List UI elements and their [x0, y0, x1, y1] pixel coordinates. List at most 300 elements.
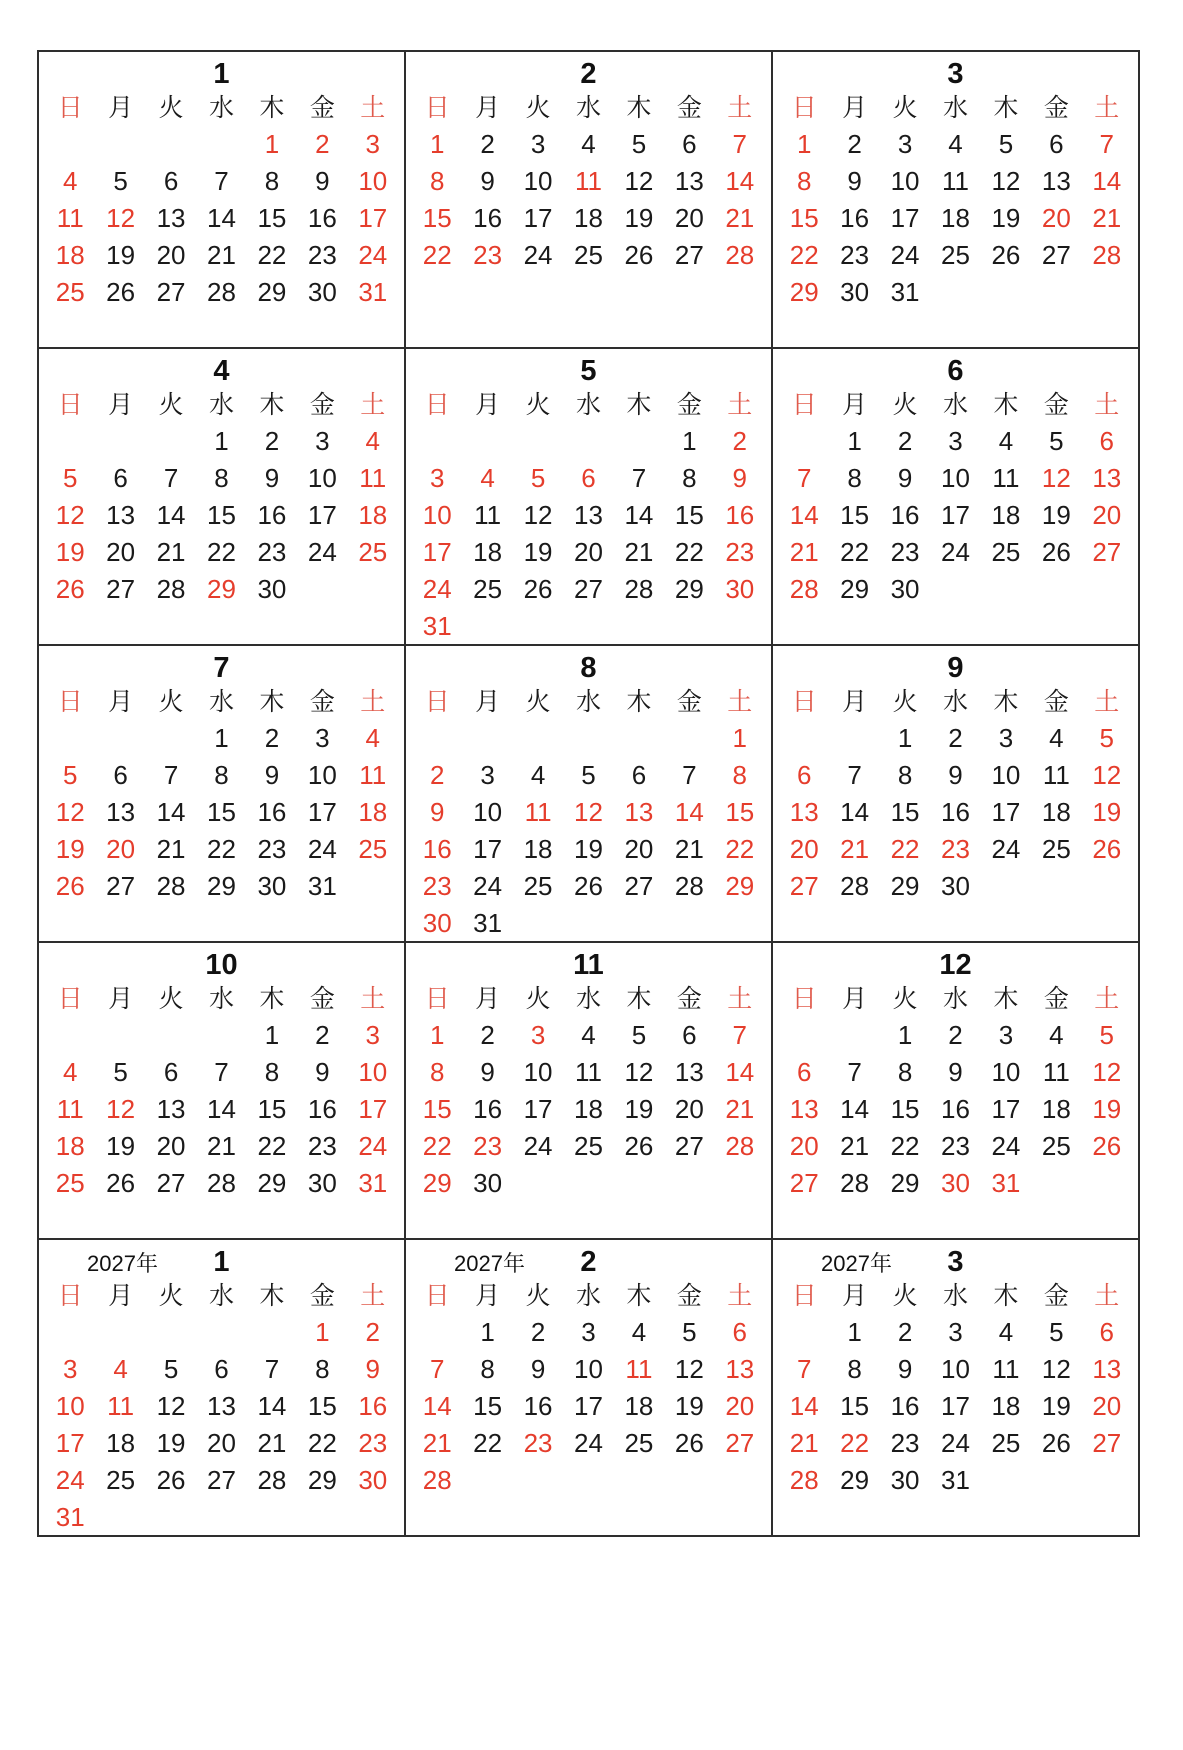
date-cell: 9 — [897, 463, 913, 493]
date-cell: 24 — [941, 537, 970, 567]
date-cell: 3 — [62, 1354, 78, 1384]
date-cell: 3 — [315, 723, 330, 753]
date-cell — [1082, 1499, 1132, 1536]
month-block-2027-3 — [773, 1240, 1140, 1537]
month-header — [773, 58, 1138, 90]
date-cell — [614, 720, 664, 757]
date-cell: 5 — [581, 760, 596, 790]
date-cell: 10 — [941, 463, 970, 493]
weekday-header: 火 — [892, 1282, 918, 1310]
date-cell — [95, 720, 145, 757]
date-cell: 15 — [840, 500, 870, 530]
date-cell: 24 — [358, 240, 388, 270]
date-cell: 8 — [897, 1057, 913, 1087]
weekday-header: 金 — [676, 688, 702, 716]
date-cell: 4 — [581, 1020, 596, 1050]
date-cell — [614, 1202, 664, 1239]
date-cell — [95, 423, 145, 460]
date-cell: 5 — [1099, 1020, 1114, 1050]
date-cell: 18 — [574, 1094, 603, 1124]
date-cell — [45, 311, 95, 348]
date-cell — [297, 571, 347, 608]
date-cell: 13 — [624, 797, 654, 827]
weekday-header: 土 — [360, 688, 386, 716]
date-cell: 12 — [991, 166, 1021, 196]
date-cell: 27 — [674, 240, 704, 270]
date-cell: 31 — [941, 1465, 970, 1495]
month-header — [406, 949, 771, 981]
date-cell — [829, 311, 879, 348]
weekday-header: 土 — [727, 391, 753, 419]
date-cell: 16 — [725, 500, 755, 530]
date-cell — [95, 608, 145, 645]
date-cell: 17 — [991, 797, 1021, 827]
date-cell: 18 — [55, 1131, 85, 1161]
weekday-header: 日 — [424, 94, 450, 122]
date-cell: 22 — [422, 240, 452, 270]
date-cell: 21 — [624, 537, 654, 567]
weekday-header: 土 — [1094, 94, 1120, 122]
date-cell: 1 — [429, 1020, 445, 1050]
date-cell: 5 — [113, 1057, 128, 1087]
date-cell: 2 — [732, 426, 747, 456]
date-cell — [462, 274, 512, 311]
month-block-2026-8 — [406, 646, 773, 943]
date-cell: 27 — [789, 871, 819, 901]
date-cell: 7 — [214, 1057, 229, 1087]
weekday-header: 水 — [942, 688, 968, 716]
date-cell: 10 — [523, 166, 553, 196]
date-cell: 15 — [890, 797, 920, 827]
date-cell: 11 — [1042, 760, 1070, 790]
date-cell: 17 — [422, 537, 452, 567]
date-cell: 23 — [523, 1428, 553, 1458]
date-cell: 26 — [1092, 1131, 1122, 1161]
date-cell: 4 — [581, 129, 596, 159]
date-cell: 10 — [991, 1057, 1021, 1087]
date-cell — [779, 311, 829, 348]
date-cell: 6 — [682, 129, 697, 159]
date-cell — [45, 905, 95, 942]
date-cell: 2 — [897, 1317, 913, 1347]
date-cell: 19 — [624, 1094, 654, 1124]
date-cell — [95, 1202, 145, 1239]
date-cell: 7 — [732, 129, 747, 159]
weekday-header: 月 — [842, 688, 868, 716]
date-cell: 23 — [358, 1428, 388, 1458]
date-cell: 18 — [1041, 797, 1071, 827]
date-cell: 27 — [106, 574, 136, 604]
date-cell: 11 — [625, 1354, 653, 1384]
date-cell: 5 — [631, 129, 647, 159]
date-cell — [196, 311, 246, 348]
date-cell: 20 — [674, 1094, 704, 1124]
date-cell: 9 — [264, 760, 280, 790]
date-cell: 30 — [725, 574, 755, 604]
date-cell — [45, 126, 95, 163]
date-cell: 18 — [991, 500, 1021, 530]
date-cell: 21 — [1092, 203, 1122, 233]
date-cell — [196, 1202, 246, 1239]
date-cell — [513, 274, 563, 311]
weekday-header: 月 — [475, 1282, 501, 1310]
weekday-header: 水 — [208, 391, 234, 419]
weekday-header: 日 — [57, 688, 83, 716]
date-cell — [412, 311, 462, 348]
date-cell: 23 — [473, 240, 503, 270]
date-cell: 12 — [624, 1057, 654, 1087]
date-cell — [930, 311, 980, 348]
month-block-2026-11 — [406, 943, 773, 1240]
weekday-header: 金 — [1043, 985, 1069, 1013]
weekday-header: 木 — [626, 1282, 652, 1310]
date-cell: 24 — [890, 240, 920, 270]
date-cell: 13 — [207, 1391, 236, 1421]
date-cell: 8 — [264, 166, 280, 196]
weekday-header: 水 — [942, 985, 968, 1013]
date-cell: 8 — [214, 463, 229, 493]
date-cell: 26 — [624, 240, 654, 270]
date-cell — [247, 311, 297, 348]
date-cell — [664, 608, 714, 645]
month-title: 12 — [939, 949, 972, 981]
date-cell: 16 — [473, 1094, 503, 1124]
date-cell: 30 — [257, 574, 287, 604]
date-cell: 17 — [55, 1428, 85, 1458]
date-cell: 20 — [674, 203, 704, 233]
date-cell — [146, 608, 196, 645]
date-cell: 5 — [163, 1354, 179, 1384]
date-cell: 25 — [574, 240, 603, 270]
date-cell: 17 — [523, 1094, 553, 1124]
date-cell: 11 — [941, 166, 969, 196]
date-cell: 4 — [948, 129, 963, 159]
date-cell: 30 — [422, 908, 452, 938]
date-cell: 5 — [1099, 723, 1114, 753]
date-cell — [1082, 311, 1132, 348]
date-cell: 21 — [789, 537, 819, 567]
weekday-header: 水 — [208, 1282, 234, 1310]
date-cell: 21 — [674, 834, 704, 864]
date-cell: 20 — [725, 1391, 755, 1421]
date-cell — [930, 1202, 980, 1239]
date-cell: 8 — [847, 463, 862, 493]
date-cell: 10 — [523, 1057, 553, 1087]
date-cell: 28 — [624, 574, 654, 604]
month-block-2026-4 — [39, 349, 406, 646]
date-cell — [664, 311, 714, 348]
date-cell: 7 — [163, 760, 179, 790]
weekday-header: 木 — [259, 985, 285, 1013]
date-cell: 25 — [1041, 834, 1071, 864]
date-cell: 21 — [840, 1131, 870, 1161]
date-cell: 20 — [1092, 500, 1122, 530]
weekday-header: 日 — [424, 391, 450, 419]
date-cell: 30 — [890, 574, 920, 604]
date-cell — [563, 1462, 613, 1499]
date-cell — [1082, 274, 1132, 311]
date-cell: 14 — [789, 500, 819, 530]
date-cell: 22 — [789, 240, 819, 270]
date-cell: 26 — [106, 1168, 136, 1198]
weekday-header: 金 — [309, 94, 335, 122]
date-cell: 29 — [207, 574, 236, 604]
date-cell: 21 — [725, 1094, 755, 1124]
date-cell: 10 — [941, 1354, 970, 1384]
date-cell: 17 — [358, 203, 388, 233]
weekday-header: 火 — [525, 94, 551, 122]
date-cell: 19 — [523, 537, 553, 567]
date-cell: 17 — [890, 203, 920, 233]
date-cell: 2 — [847, 129, 862, 159]
date-cell: 25 — [941, 240, 970, 270]
date-cell: 9 — [948, 1057, 963, 1087]
date-cell: 21 — [840, 834, 870, 864]
weekday-header: 火 — [892, 688, 918, 716]
date-cell — [146, 311, 196, 348]
date-cell: 27 — [1041, 240, 1071, 270]
date-cell — [247, 905, 297, 942]
date-cell: 26 — [674, 1428, 704, 1458]
date-cell — [146, 1314, 196, 1351]
date-cell: 4 — [530, 760, 546, 790]
date-cell — [930, 571, 980, 608]
date-cell: 21 — [156, 834, 186, 864]
weekday-header: 火 — [525, 985, 551, 1013]
weekday-header: 金 — [309, 1282, 335, 1310]
date-cell: 13 — [1092, 1354, 1122, 1384]
date-cell: 8 — [897, 760, 913, 790]
date-cell: 5 — [682, 1317, 697, 1347]
date-cell: 25 — [473, 574, 503, 604]
date-cell: 1 — [897, 723, 913, 753]
date-cell — [247, 1499, 297, 1536]
date-cell: 29 — [789, 277, 819, 307]
date-cell: 19 — [574, 834, 603, 864]
date-cell: 25 — [1041, 1131, 1071, 1161]
date-cell: 20 — [156, 1131, 186, 1161]
date-cell — [1082, 905, 1132, 942]
year-label: 2027年 — [454, 1251, 525, 1276]
date-cell — [981, 274, 1031, 311]
date-cell: 8 — [480, 1354, 495, 1384]
date-cell — [563, 1165, 613, 1202]
weekday-header: 火 — [158, 985, 184, 1013]
date-cell: 25 — [358, 537, 388, 567]
date-cell — [462, 1499, 512, 1536]
month-block-2026-2 — [406, 52, 773, 349]
date-cell: 20 — [574, 537, 603, 567]
date-cell: 6 — [1099, 1317, 1114, 1347]
date-cell — [513, 608, 563, 645]
date-cell: 11 — [524, 797, 552, 827]
date-cell: 20 — [207, 1428, 236, 1458]
date-cell — [513, 1165, 563, 1202]
weekday-header: 土 — [727, 94, 753, 122]
date-cell: 24 — [991, 834, 1021, 864]
date-cell: 12 — [106, 203, 136, 233]
date-cell — [348, 311, 398, 348]
date-cell: 25 — [624, 1428, 654, 1458]
month-day-grid — [773, 90, 1138, 348]
date-cell — [715, 608, 765, 645]
date-cell: 9 — [948, 760, 963, 790]
date-cell: 2 — [897, 426, 913, 456]
date-cell: 1 — [847, 1317, 862, 1347]
weekday-header: 金 — [676, 1282, 702, 1310]
date-cell: 19 — [1092, 1094, 1122, 1124]
date-cell: 6 — [113, 463, 128, 493]
month-header — [773, 652, 1138, 684]
weekday-header: 水 — [942, 94, 968, 122]
date-cell: 7 — [163, 463, 179, 493]
date-cell: 12 — [156, 1391, 186, 1421]
weekday-header: 金 — [309, 688, 335, 716]
weekday-header: 金 — [1043, 688, 1069, 716]
date-cell: 8 — [429, 166, 445, 196]
date-cell: 9 — [480, 1057, 495, 1087]
month-day-grid — [773, 387, 1138, 645]
month-title: 9 — [947, 652, 964, 684]
date-cell: 29 — [307, 1465, 337, 1495]
date-cell: 15 — [422, 1094, 452, 1124]
date-cell: 19 — [1092, 797, 1122, 827]
date-cell: 16 — [358, 1391, 388, 1421]
date-cell — [348, 571, 398, 608]
date-cell: 29 — [840, 574, 870, 604]
date-cell — [664, 274, 714, 311]
date-cell — [1031, 1202, 1081, 1239]
date-cell: 21 — [207, 240, 236, 270]
date-cell: 15 — [725, 797, 755, 827]
date-cell — [297, 311, 347, 348]
weekday-header: 水 — [575, 1282, 601, 1310]
date-cell — [1031, 1462, 1081, 1499]
date-cell: 19 — [156, 1428, 186, 1458]
weekday-header: 木 — [993, 985, 1019, 1013]
date-cell: 16 — [257, 500, 287, 530]
date-cell — [196, 608, 246, 645]
date-cell: 6 — [631, 760, 647, 790]
date-cell: 26 — [55, 574, 85, 604]
date-cell: 10 — [358, 166, 388, 196]
date-cell — [95, 126, 145, 163]
date-cell: 18 — [1041, 1094, 1071, 1124]
date-cell: 21 — [422, 1428, 452, 1458]
date-cell: 26 — [574, 871, 603, 901]
date-cell: 19 — [1041, 1391, 1071, 1421]
date-cell: 29 — [422, 1168, 452, 1198]
date-cell: 1 — [264, 129, 280, 159]
date-cell — [1031, 608, 1081, 645]
weekday-header: 土 — [1094, 1282, 1120, 1310]
date-cell: 11 — [574, 1057, 602, 1087]
weekday-header: 月 — [108, 1282, 134, 1310]
date-cell: 1 — [682, 426, 697, 456]
date-cell: 14 — [840, 1094, 870, 1124]
date-cell: 7 — [682, 760, 697, 790]
weekday-header: 日 — [791, 391, 817, 419]
weekday-header: 月 — [475, 391, 501, 419]
date-cell — [196, 1017, 246, 1054]
date-cell: 29 — [890, 871, 920, 901]
date-cell: 13 — [725, 1354, 755, 1384]
date-cell — [614, 274, 664, 311]
date-cell: 26 — [523, 574, 553, 604]
month-day-grid — [39, 684, 404, 942]
weekday-header: 水 — [575, 985, 601, 1013]
date-cell: 28 — [840, 871, 870, 901]
date-cell: 20 — [1041, 203, 1071, 233]
month-day-grid — [406, 1278, 771, 1536]
month-block-2027-1 — [39, 1240, 406, 1537]
date-cell — [930, 608, 980, 645]
date-cell: 20 — [106, 537, 136, 567]
date-cell — [779, 1499, 829, 1536]
date-cell — [779, 1202, 829, 1239]
weekday-header: 水 — [208, 94, 234, 122]
month-title: 3 — [947, 58, 964, 90]
date-cell: 10 — [358, 1057, 388, 1087]
date-cell — [146, 126, 196, 163]
month-title: 1 — [213, 1246, 230, 1278]
weekday-header: 日 — [57, 985, 83, 1013]
date-cell — [779, 423, 829, 460]
date-cell: 10 — [307, 463, 337, 493]
date-cell: 4 — [62, 166, 78, 196]
date-cell — [297, 905, 347, 942]
date-cell — [412, 1202, 462, 1239]
date-cell: 20 — [156, 240, 186, 270]
date-cell — [715, 274, 765, 311]
date-cell: 27 — [674, 1131, 704, 1161]
date-cell: 11 — [359, 760, 387, 790]
date-cell — [779, 720, 829, 757]
date-cell — [563, 720, 613, 757]
weekday-header: 木 — [259, 391, 285, 419]
date-cell: 22 — [422, 1131, 452, 1161]
date-cell — [930, 274, 980, 311]
month-header — [406, 1246, 771, 1278]
month-day-grid — [406, 387, 771, 645]
date-cell: 23 — [473, 1131, 503, 1161]
date-cell: 22 — [207, 537, 236, 567]
date-cell: 10 — [473, 797, 503, 827]
date-cell: 20 — [106, 834, 136, 864]
date-cell — [45, 423, 95, 460]
date-cell: 12 — [55, 797, 85, 827]
date-cell — [664, 720, 714, 757]
date-cell — [829, 608, 879, 645]
date-cell: 14 — [207, 203, 236, 233]
weekday-header: 火 — [158, 94, 184, 122]
date-cell: 2 — [264, 426, 280, 456]
date-cell: 14 — [840, 797, 870, 827]
date-cell: 21 — [156, 537, 186, 567]
month-block-2026-10 — [39, 943, 406, 1240]
date-cell — [1031, 311, 1081, 348]
date-cell: 12 — [574, 797, 603, 827]
month-header — [39, 652, 404, 684]
date-cell: 23 — [257, 537, 287, 567]
date-cell: 25 — [55, 1168, 85, 1198]
weekday-header: 月 — [108, 391, 134, 419]
date-cell: 2 — [315, 129, 330, 159]
date-cell: 5 — [62, 760, 78, 790]
date-cell: 28 — [674, 871, 704, 901]
date-cell: 4 — [365, 723, 380, 753]
date-cell — [563, 1202, 613, 1239]
